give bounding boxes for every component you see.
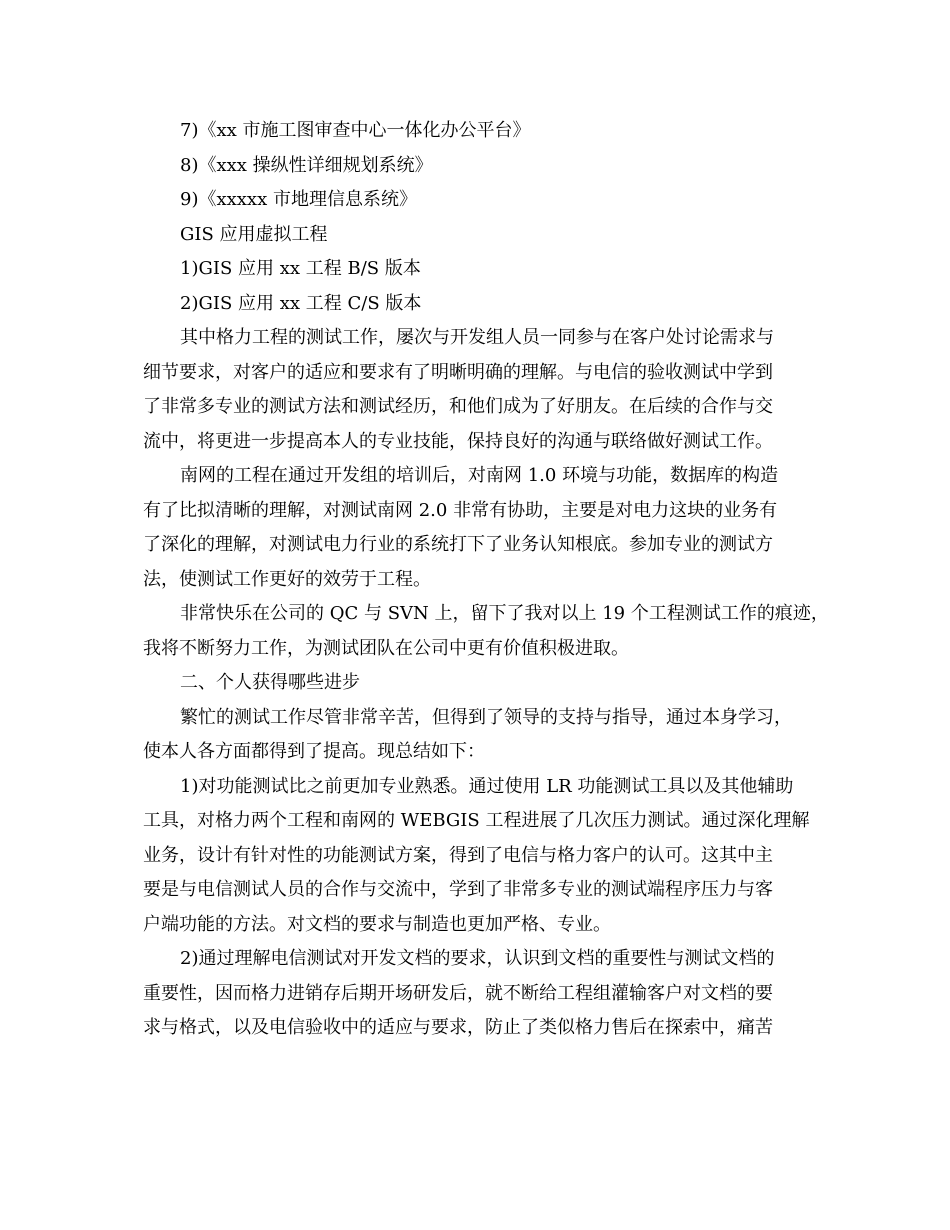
paragraph-line: 重要性，因而格力进销存后期开场研发后，就不断给工程组灌输客户对文档的要	[143, 982, 773, 1004]
paragraph-line: 1)对功能测试比之前更加专业熟悉。通过使用 LR 功能测试工具以及其他辅助	[180, 775, 794, 797]
gis-item-1: 1)GIS 应用 xx 工程 B/S 版本	[180, 258, 421, 279]
paragraph-line: 业务，设计有针对性的功能测试方案，得到了电信与格力客户的认可。这其中主	[143, 844, 773, 866]
paragraph-progress-intro	[143, 701, 805, 770]
list-item-8: 8)《xxx 操纵性详细规划系统》	[180, 154, 433, 176]
paragraph-line: 有了比拟清晰的理解，对测试南网 2.0 非常有协助，主要是对电力这块的业务有	[143, 499, 778, 521]
document-body	[143, 114, 829, 1046]
list-item-9: 9)《xxxxx 市地理信息系统》	[180, 189, 417, 210]
paragraph-line: 了深化的理解，对测试电力行业的系统打下了业务认知根底。参加专业的测试方	[143, 534, 773, 555]
paragraph-line: 求与格式，以及电信验收中的适应与要求，防止了类似格力售后在探索中，痛苦	[143, 1017, 773, 1038]
paragraph-qc-svn	[143, 597, 829, 666]
gis-item-2: 2)GIS 应用 xx 工程 C/S 版本	[180, 292, 422, 314]
paragraph-gree-testing	[143, 321, 805, 459]
paragraph-line: 流中，将更进一步提高本人的专业技能，保持良好的沟通与联络做好测试工作。	[143, 430, 773, 452]
paragraph-line: 了非常多专业的测试方法和测试经历，和他们成为了好朋友。在后续的合作与交	[143, 396, 773, 417]
paragraph-line: 其中格力工程的测试工作，屡次与开发组人员一同参与在客户处讨论需求与	[180, 327, 774, 348]
section-heading: 二、个人获得哪些进步	[180, 672, 360, 693]
paragraph-line: 使本人各方面都得到了提高。现总结如下：	[143, 741, 485, 762]
paragraph-line: 南网的工程在通过开发组的培训后，对南网 1.0 环境与功能，数据库的构造	[180, 465, 779, 486]
gis-heading: GIS 应用虚拟工程	[180, 223, 328, 245]
paragraph-line: 工具，对格力两个工程和南网的 WEBGIS 工程进展了几次压力测试。通过深化理解	[143, 810, 810, 831]
paragraph-line: 2)通过理解电信测试对开发文档的要求，认识到文档的重要性与测试文档的	[180, 948, 775, 969]
paragraph-line: 非常快乐在公司的 QC 与 SVN 上，留下了我对以上 19 个工程测试工作的痕迹，	[180, 603, 829, 624]
list-item-7: 7)《xx 市施工图审查中心一体化办公平台》	[180, 120, 531, 141]
paragraph-line: 繁忙的测试工作尽管非常辛苦，但得到了领导的支持与指导，通过本身学习，	[180, 706, 792, 728]
paragraph-line: 要是与电信测试人员的合作与交流中，学到了非常多专业的测试端程序压力与客	[143, 879, 773, 900]
paragraph-line: 细节要求，对客户的适应和要求有了明晰明确的理解。与电信的验收测试中学到	[143, 361, 773, 383]
paragraph-line: 户端功能的方法。对文档的要求与制造也更加严格、专业。	[143, 913, 611, 935]
paragraph-line: 法，使测试工作更好的效劳于工程。	[143, 568, 431, 590]
paragraph-southern-grid	[143, 459, 805, 597]
paragraph-line: 我将不断努力工作，为测试团队在公司中更有价值积极进取。	[143, 637, 629, 659]
paragraph-documentation	[143, 942, 805, 1046]
paragraph-functional-testing	[143, 770, 810, 943]
